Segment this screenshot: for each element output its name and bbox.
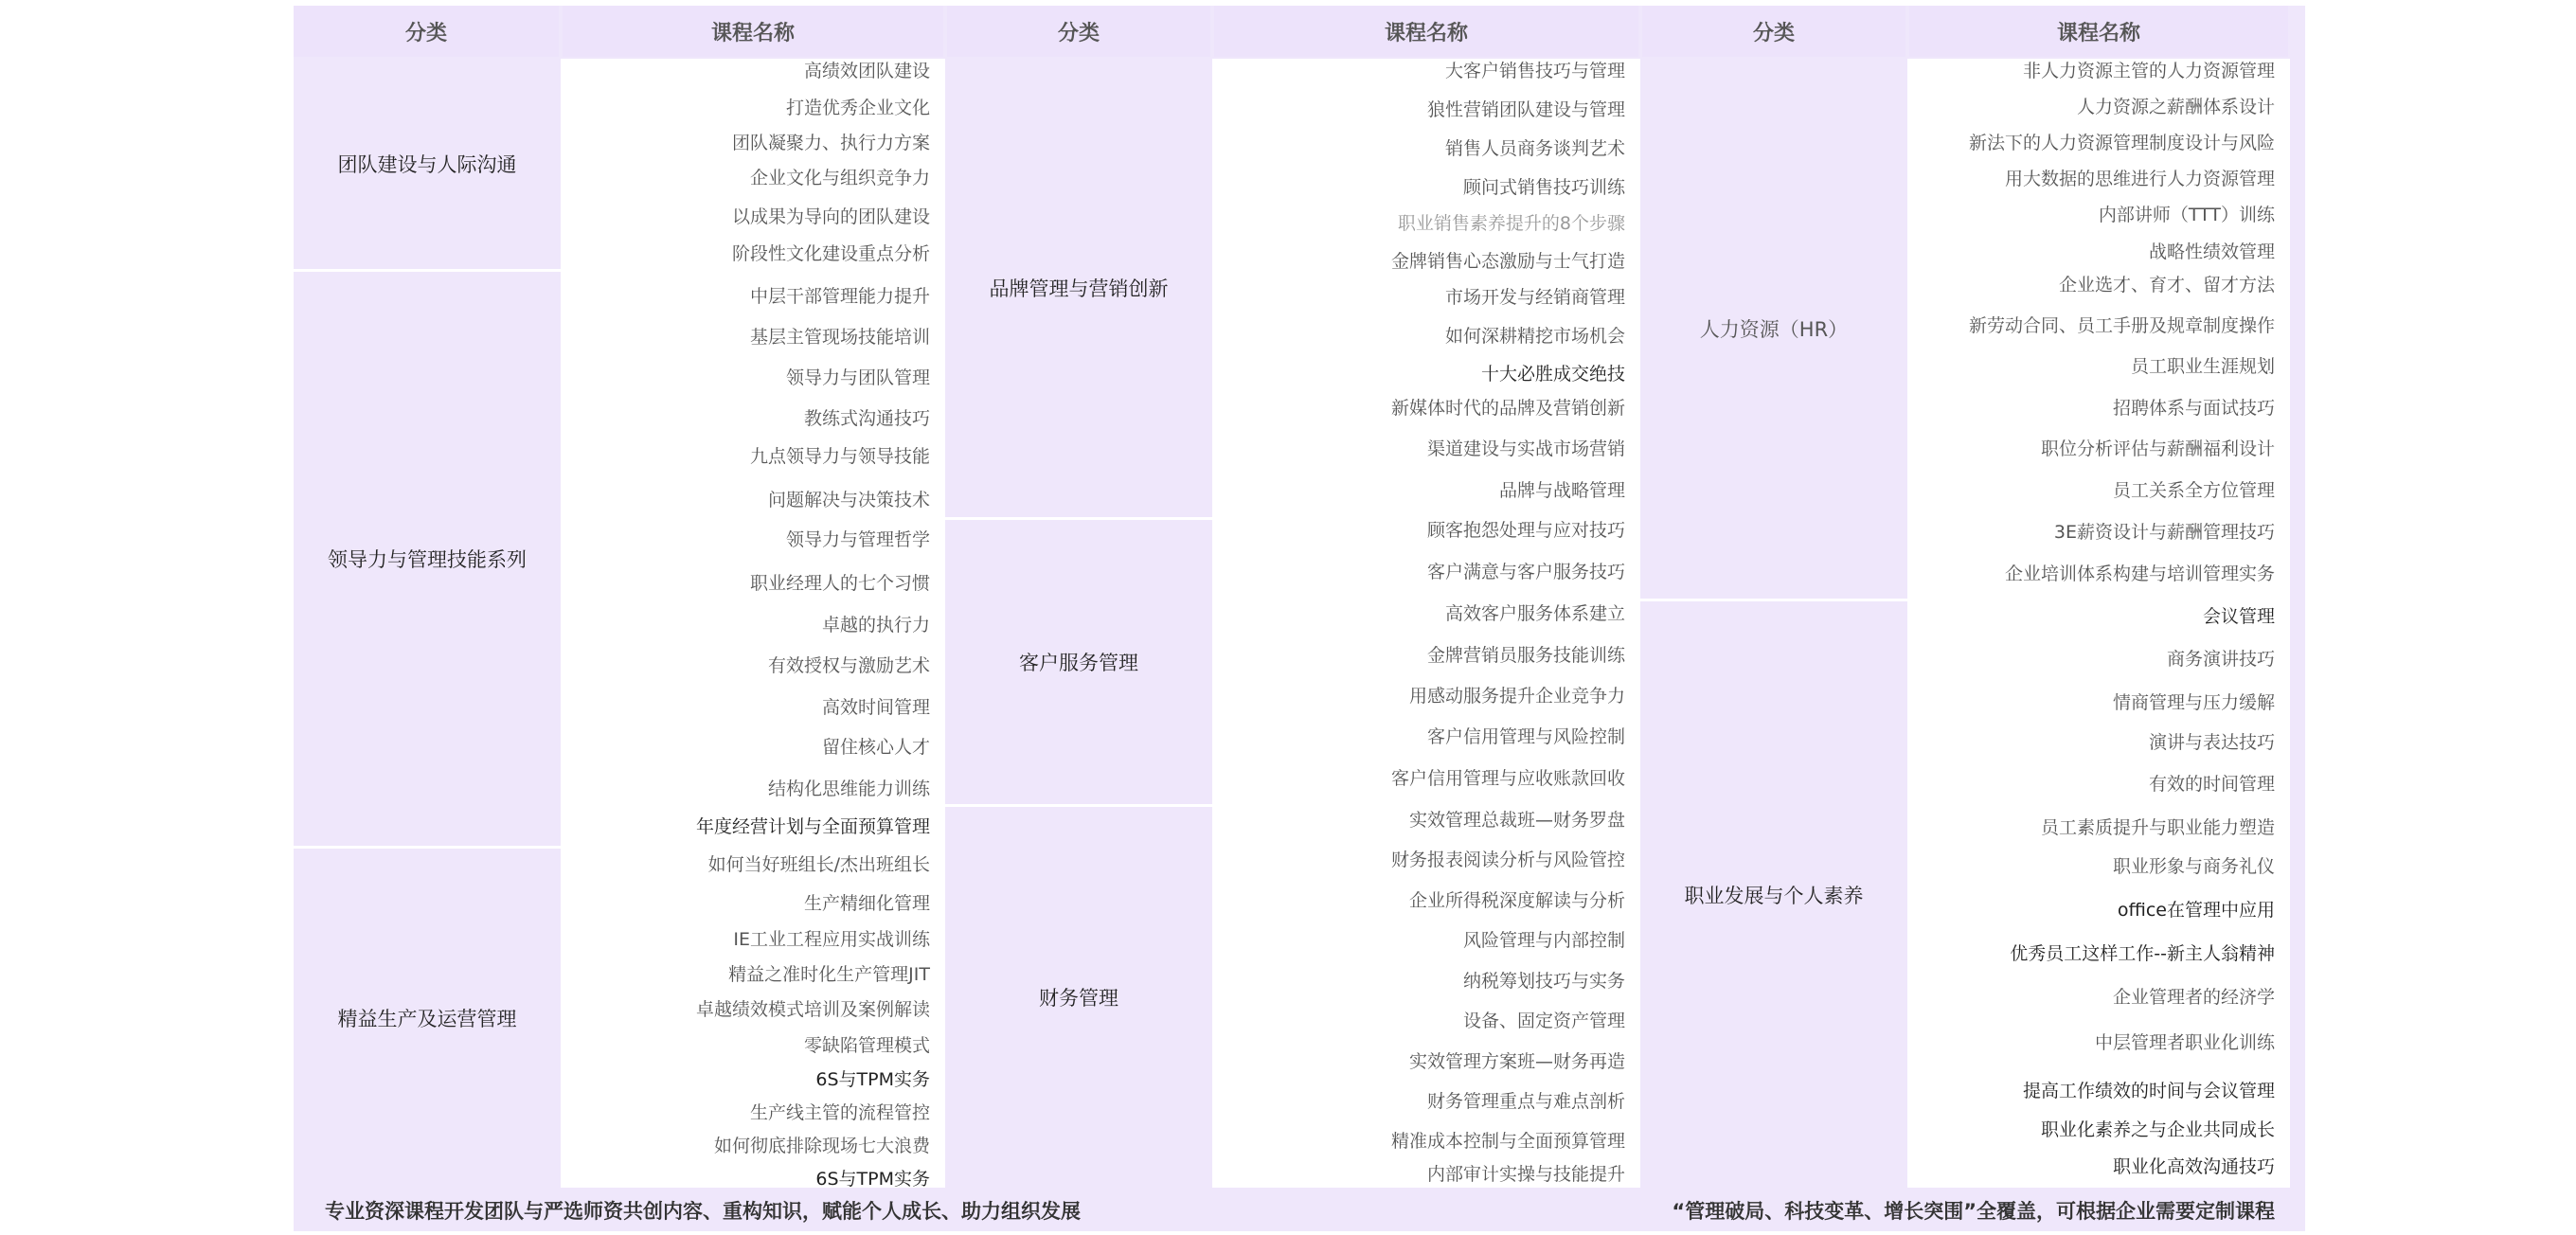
course-item: 内部讲师（TTT）训练 <box>2098 205 2275 225</box>
course-item: 生产精细化管理 <box>803 893 930 914</box>
course-item: office在管理中应用 <box>2117 900 2275 921</box>
category-human-resources: 人力资源（HR） <box>1699 318 1849 341</box>
course-item: 职业形象与商务礼仪 <box>2112 856 2275 877</box>
course-item: 设备、固定资产管理 <box>1462 1011 1625 1031</box>
course-item: 以成果为导向的团队建设 <box>731 206 930 227</box>
course-item: 高效客户服务体系建立 <box>1444 603 1625 624</box>
course-item: 招聘体系与面试技巧 <box>2112 398 2275 419</box>
course-item: 纳税筹划技巧与实务 <box>1462 971 1625 992</box>
category-team-building: 团队建设与人际沟通 <box>337 153 517 176</box>
header-course-3: 课程名称 <box>1909 6 2288 57</box>
course-item: 十大必胜成交绝技 <box>1480 364 1625 385</box>
category-finance: 财务管理 <box>1039 987 1118 1010</box>
course-item: 企业文化与组织竞争力 <box>749 168 930 188</box>
header-category-1: 分类 <box>294 6 559 57</box>
course-item: 会议管理 <box>2202 606 2275 627</box>
course-item: 阶段性文化建设重点分析 <box>731 243 930 264</box>
course-item: 金牌销售心态激励与士气打造 <box>1390 251 1625 272</box>
category-career-development: 职业发展与个人素养 <box>1684 884 1864 907</box>
course-item: 提高工作绩效的时间与会议管理 <box>2022 1081 2275 1101</box>
course-item: 风险管理与内部控制 <box>1462 930 1625 951</box>
course-item: IE工业工程应用实战训练 <box>733 929 930 950</box>
header-course-2: 课程名称 <box>1214 6 1638 57</box>
course-item: 员工职业生涯规划 <box>2130 356 2275 377</box>
course-item: 教练式沟通技巧 <box>803 408 930 429</box>
course-item: 战略性绩效管理 <box>2148 242 2275 262</box>
header-course-1: 课程名称 <box>563 6 943 57</box>
course-item: 演讲与表达技巧 <box>2148 732 2275 753</box>
course-item: 客户信用管理与应收账款回收 <box>1390 768 1625 789</box>
course-item: 如何当好班组长/杰出班组长 <box>707 854 930 875</box>
course-item: 基层主管现场技能培训 <box>749 327 930 348</box>
course-item: 职业经理人的七个习惯 <box>749 573 930 594</box>
course-item: 财务报表阅读分析与风险管控 <box>1390 850 1625 870</box>
header-category-2: 分类 <box>947 6 1210 57</box>
course-item: 中层干部管理能力提升 <box>749 286 930 307</box>
course-item: 商务演讲技巧 <box>2166 649 2275 670</box>
course-item: 如何彻底排除现场七大浪费 <box>713 1136 930 1156</box>
course-item: 财务管理重点与难点剖析 <box>1426 1091 1625 1112</box>
course-item: 6S与TPM实务 <box>815 1169 930 1190</box>
course-item: 企业培训体系构建与培训管理实务 <box>2004 564 2275 584</box>
course-item: 用大数据的思维进行人力资源管理 <box>2004 169 2275 189</box>
course-item: 精准成本控制与全面预算管理 <box>1390 1131 1625 1152</box>
course-item: 员工素质提升与职业能力塑造 <box>2040 817 2275 838</box>
course-item: 实效管理总裁班—财务罗盘 <box>1408 810 1625 831</box>
course-item: 领导力与团队管理 <box>785 367 930 388</box>
course-item: 员工关系全方位管理 <box>2112 480 2275 501</box>
course-item: 大客户销售技巧与管理 <box>1444 61 1625 81</box>
header-category-3: 分类 <box>1642 6 1905 57</box>
category-lean-production: 精益生产及运营管理 <box>337 1008 517 1030</box>
course-item: 结构化思维能力训练 <box>767 779 930 799</box>
course-item: 企业选才、育才、留才方法 <box>2058 275 2275 295</box>
course-item: 职业销售素养提升的8个步骤 <box>1397 213 1625 234</box>
course-item: 3E薪资设计与薪酬管理技巧 <box>2053 522 2275 543</box>
course-item: 销售人员商务谈判艺术 <box>1444 138 1625 159</box>
course-item: 有效的时间管理 <box>2148 774 2275 795</box>
course-item: 卓越的执行力 <box>821 615 930 635</box>
course-item: 6S与TPM实务 <box>815 1069 930 1090</box>
course-item: 企业管理者的经济学 <box>2112 987 2275 1008</box>
course-item: 人力资源之薪酬体系设计 <box>2076 97 2275 117</box>
course-item: 有效授权与激励艺术 <box>767 655 930 676</box>
course-item: 情商管理与压力缓解 <box>2112 692 2275 713</box>
course-item: 顾问式销售技巧训练 <box>1462 177 1625 198</box>
category-leadership: 领导力与管理技能系列 <box>328 548 527 571</box>
course-item: 内部审计实操与技能提升 <box>1426 1164 1625 1185</box>
course-item: 职业化素养之与企业共同成长 <box>2040 1119 2275 1140</box>
course-item: 年度经营计划与全面预算管理 <box>695 816 930 837</box>
course-item: 用感动服务提升企业竞争力 <box>1408 686 1625 707</box>
category-customer-service: 客户服务管理 <box>1019 652 1138 674</box>
course-item: 精益之准时化生产管理JIT <box>728 964 930 985</box>
course-item: 高绩效团队建设 <box>803 61 930 81</box>
course-item: 渠道建设与实战市场营销 <box>1426 439 1625 459</box>
course-item: 新劳动合同、员工手册及规章制度操作 <box>1968 315 2275 336</box>
course-item: 新法下的人力资源管理制度设计与风险 <box>1968 133 2275 153</box>
course-item: 团队凝聚力、执行力方案 <box>731 133 930 153</box>
course-item: 生产线主管的流程管控 <box>749 1102 930 1123</box>
course-item: 如何深耕精挖市场机会 <box>1444 326 1625 347</box>
course-item: 打造优秀企业文化 <box>785 98 930 118</box>
course-item: 九点领导力与领导技能 <box>749 446 930 467</box>
course-item: 市场开发与经销商管理 <box>1444 287 1625 308</box>
course-item: 留住核心人才 <box>821 737 930 758</box>
course-item: 中层管理者职业化训练 <box>2094 1032 2275 1053</box>
course-item: 高效时间管理 <box>821 697 930 718</box>
course-item: 实效管理方案班—财务再造 <box>1408 1051 1625 1072</box>
course-item: 问题解决与决策技术 <box>767 490 930 510</box>
course-item: 职位分析评估与薪酬福利设计 <box>2040 439 2275 459</box>
category-brand-marketing: 品牌管理与营销创新 <box>989 277 1169 300</box>
course-item: 客户信用管理与风险控制 <box>1426 726 1625 747</box>
course-item: 职业化高效沟通技巧 <box>2112 1156 2275 1177</box>
course-item: 新媒体时代的品牌及营销创新 <box>1390 398 1625 419</box>
course-item: 金牌营销员服务技能训练 <box>1426 645 1625 666</box>
course-item: 品牌与战略管理 <box>1498 480 1625 501</box>
course-item: 狼性营销团队建设与管理 <box>1426 99 1625 120</box>
course-item: 卓越绩效模式培训及案例解读 <box>695 999 930 1020</box>
course-item: 客户满意与客户服务技巧 <box>1426 562 1625 582</box>
course-item: 优秀员工这样工作--新主人翁精神 <box>2010 943 2275 964</box>
course-item: 非人力资源主管的人力资源管理 <box>2022 61 2275 81</box>
course-item: 企业所得税深度解读与分析 <box>1408 890 1625 911</box>
course-item: 零缺陷管理模式 <box>803 1035 930 1056</box>
footer-left-slogan: 专业资深课程开发团队与严选师资共创内容、重构知识，赋能个人成长、助力组织发展 <box>325 1200 1081 1223</box>
course-item: 顾客抱怨处理与应对技巧 <box>1426 520 1625 541</box>
footer-right-slogan: “管理破局、科技变革、增长突围”全覆盖，可根据企业需要定制课程 <box>1672 1200 2275 1223</box>
course-item: 领导力与管理哲学 <box>785 529 930 550</box>
